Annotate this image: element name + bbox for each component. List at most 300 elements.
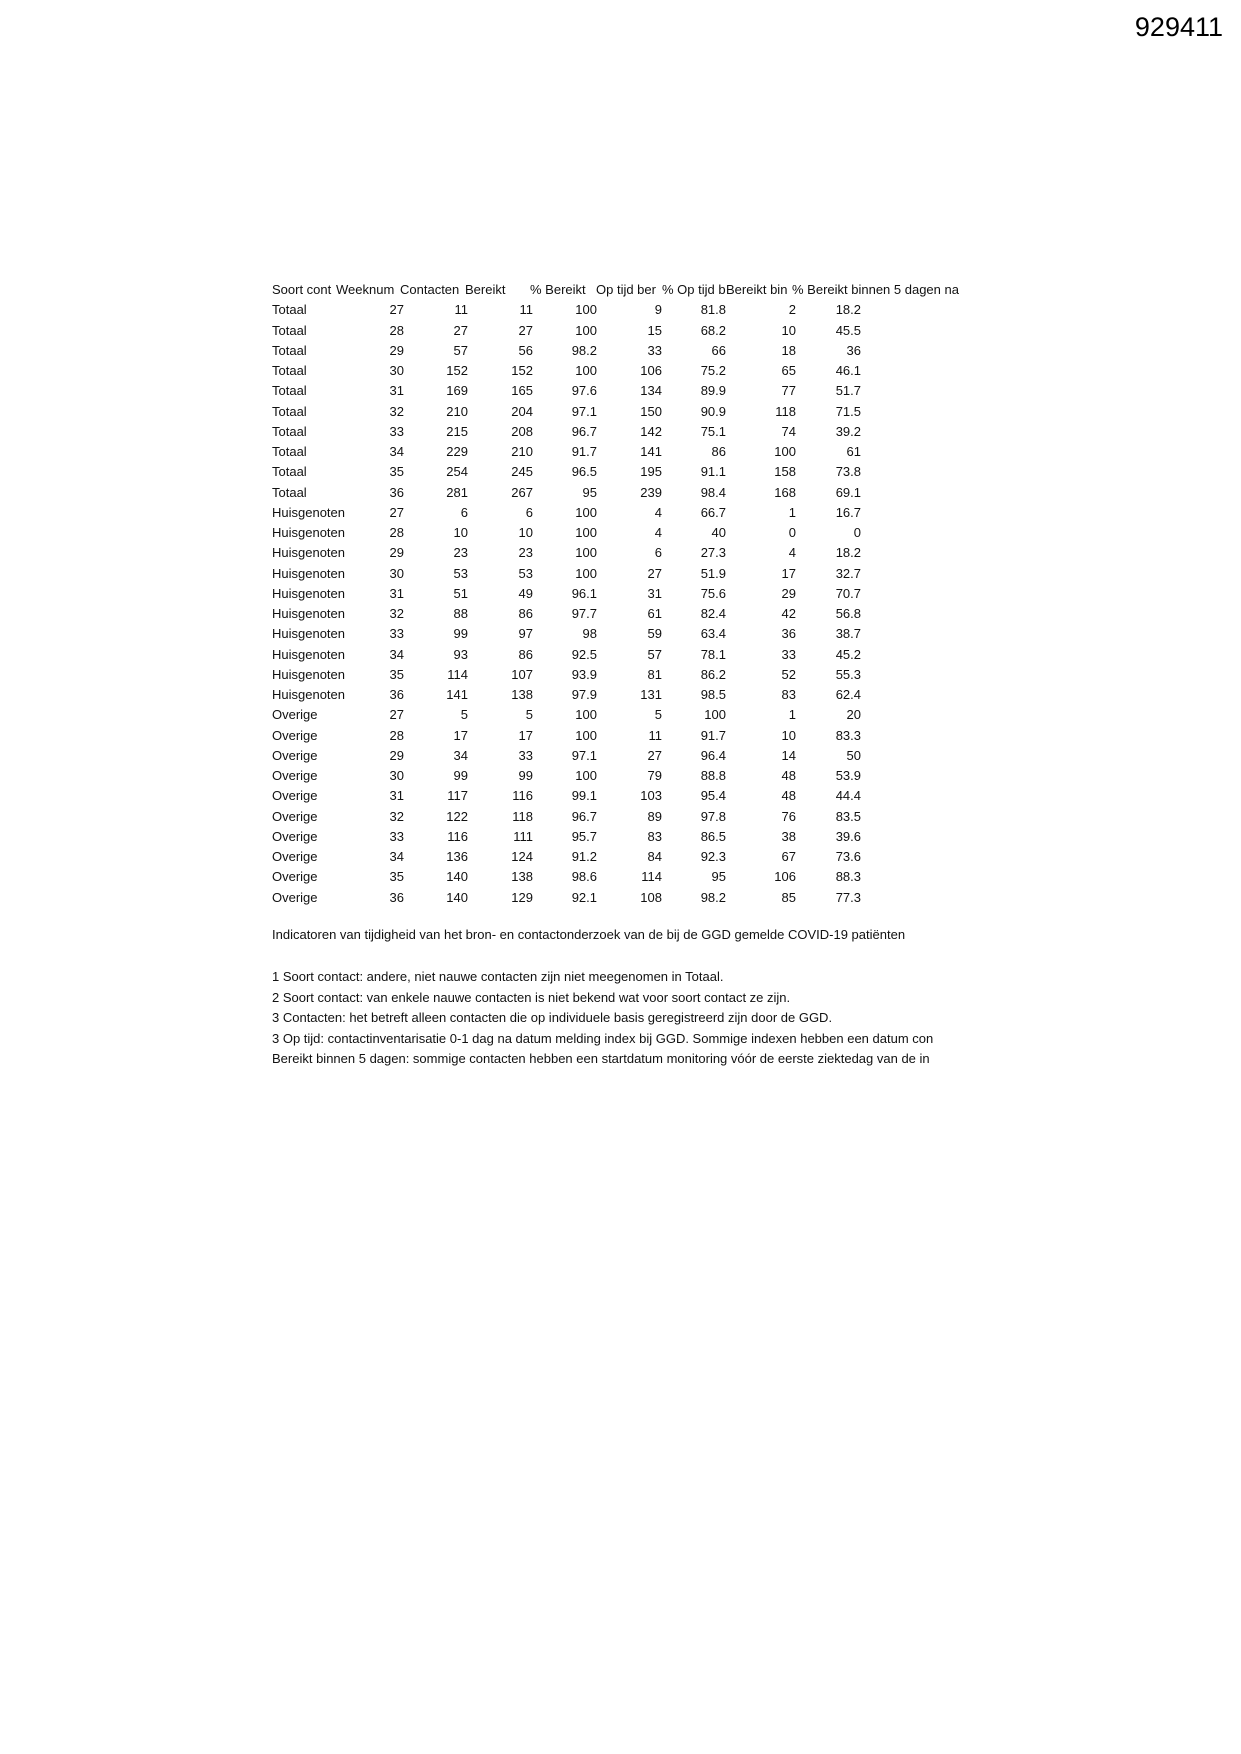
cell-pct-op-tijd: 75.2 <box>700 363 726 378</box>
cell-pct-op-tijd: 75.6 <box>700 585 726 601</box>
cell-pct-bereikt-binnen-5-dagen: 45.2 <box>835 646 861 662</box>
cell-op-tijd-bereikt: 31 <box>647 585 662 601</box>
cell-pct-op-tijd: 86.5 <box>700 828 726 844</box>
header-contacten: Contacten <box>400 282 460 297</box>
table-row <box>272 827 972 847</box>
cell-op-tijd-bereikt: 114 <box>641 869 662 885</box>
cell-pct-bereikt-binnen-5-dagen: 16.7 <box>835 504 861 520</box>
cell-contacten: 99 <box>453 626 468 642</box>
table-body <box>272 300 972 908</box>
cell-contacten: 5 <box>460 707 468 723</box>
cell-bereikt: 23 <box>518 545 533 561</box>
cell-pct-bereikt-binnen-5-dagen: 39.2 <box>835 423 861 439</box>
cell-bereikt-binnen: 76 <box>781 808 796 824</box>
cell-soort-contact: Overige <box>272 707 318 723</box>
cell-op-tijd-bereikt: 108 <box>640 889 662 905</box>
cell-contacten: 88 <box>453 606 468 621</box>
cell-contacten: 116 <box>447 828 468 844</box>
cell-pct-bereikt-binnen-5-dagen: 69.1 <box>835 484 861 500</box>
cell-contacten: 140 <box>446 889 468 905</box>
cell-bereikt: 116 <box>512 788 533 804</box>
cell-pct-op-tijd: 95.4 <box>700 788 726 804</box>
cell-bereikt: 267 <box>511 484 533 500</box>
cell-bereikt-binnen: 1 <box>788 504 796 520</box>
cell-weeknummer: 28 <box>389 525 404 540</box>
cell-bereikt: 208 <box>511 423 533 439</box>
cell-bereikt-binnen: 36 <box>781 626 796 642</box>
cell-pct-bereikt-binnen-5-dagen: 62.4 <box>835 687 861 702</box>
cell-pct-bereikt-binnen-5-dagen: 18.2 <box>835 302 861 318</box>
cell-contacten: 229 <box>446 444 468 459</box>
cell-soort-contact: Totaal <box>272 403 307 419</box>
cell-op-tijd-bereikt: 4 <box>654 525 662 540</box>
cell-pct-op-tijd: 81.8 <box>700 302 726 318</box>
cell-bereikt: 33 <box>518 747 533 763</box>
table-row <box>272 584 972 604</box>
table-header <box>272 280 972 300</box>
document-id: 929411 <box>1134 12 1223 42</box>
cell-bereikt: 17 <box>518 727 533 743</box>
cell-bereikt: 124 <box>511 849 533 864</box>
notes-section <box>272 925 972 1070</box>
cell-soort-contact: Huisgenoten <box>272 525 345 540</box>
cell-weeknummer: 34 <box>389 444 404 459</box>
cell-weeknummer: 33 <box>389 423 404 439</box>
cell-pct-op-tijd: 98.5 <box>700 687 726 702</box>
cell-op-tijd-bereikt: 89 <box>647 808 662 824</box>
cell-soort-contact: Huisgenoten <box>272 606 345 621</box>
cell-contacten: 23 <box>453 545 468 561</box>
cell-pct-bereikt-binnen-5-dagen: 46.1 <box>835 363 861 378</box>
cell-soort-contact: Huisgenoten <box>272 585 345 601</box>
cell-soort-contact: Totaal <box>272 484 307 500</box>
cell-op-tijd-bereikt: 81 <box>647 666 662 682</box>
cell-pct-bereikt: 100 <box>575 545 597 561</box>
cell-pct-bereikt-binnen-5-dagen: 20 <box>846 707 861 723</box>
cell-bereikt: 138 <box>511 869 533 885</box>
cell-pct-bereikt: 97.9 <box>571 687 597 702</box>
cell-soort-contact: Overige <box>272 808 318 824</box>
cell-pct-bereikt: 97.1 <box>571 403 597 419</box>
table-row <box>272 665 972 685</box>
cell-pct-bereikt-binnen-5-dagen: 18.2 <box>835 545 861 561</box>
cell-pct-op-tijd: 100 <box>704 707 726 723</box>
cell-pct-bereikt: 100 <box>575 565 597 581</box>
header-soort-contact: Soort cont <box>272 282 332 297</box>
cell-weeknummer: 28 <box>389 322 404 338</box>
cell-pct-op-tijd: 95 <box>711 869 726 885</box>
table-row <box>272 564 972 584</box>
cell-bereikt: 118 <box>512 808 533 824</box>
cell-pct-bereikt: 100 <box>575 504 597 520</box>
cell-pct-bereikt: 96.5 <box>571 464 597 480</box>
cell-pct-bereikt: 98 <box>582 626 597 642</box>
cell-contacten: 93 <box>453 646 468 662</box>
cell-bereikt-binnen: 18 <box>781 342 796 358</box>
cell-weeknummer: 29 <box>389 342 404 358</box>
cell-pct-op-tijd: 78.1 <box>700 646 726 662</box>
cell-pct-op-tijd: 98.4 <box>700 484 726 500</box>
cell-contacten: 11 <box>454 302 468 318</box>
cell-op-tijd-bereikt: 11 <box>648 727 662 743</box>
cell-contacten: 281 <box>446 484 468 500</box>
cell-bereikt-binnen: 17 <box>781 565 796 581</box>
table-row <box>272 381 972 401</box>
cell-pct-bereikt-binnen-5-dagen: 32.7 <box>835 565 861 581</box>
header-pct-bereikt-binnen-5-dagen: % Bereikt binnen 5 dagen na <box>792 282 959 297</box>
cell-pct-bereikt: 92.1 <box>571 889 597 905</box>
cell-pct-bereikt: 96.7 <box>571 423 597 439</box>
cell-pct-bereikt-binnen-5-dagen: 71.5 <box>835 403 861 419</box>
cell-soort-contact: Huisgenoten <box>272 504 345 520</box>
cell-pct-bereikt-binnen-5-dagen: 50 <box>846 747 861 763</box>
cell-bereikt-binnen: 33 <box>781 646 796 662</box>
cell-weeknummer: 33 <box>389 828 404 844</box>
header-pct-op-tijd: % Op tijd b <box>662 282 726 297</box>
cell-weeknummer: 34 <box>389 849 404 864</box>
cell-bereikt-binnen: 48 <box>781 768 796 783</box>
cell-op-tijd-bereikt: 134 <box>640 383 662 399</box>
cell-weeknummer: 36 <box>389 687 404 702</box>
cell-pct-op-tijd: 66.7 <box>700 504 726 520</box>
cell-pct-bereikt: 100 <box>575 302 597 318</box>
cell-pct-bereikt: 91.7 <box>571 444 597 459</box>
cell-bereikt-binnen: 4 <box>788 545 796 561</box>
cell-contacten: 17 <box>453 727 468 743</box>
cell-pct-op-tijd: 82.4 <box>700 606 726 621</box>
cell-pct-bereikt-binnen-5-dagen: 36 <box>846 342 861 358</box>
cell-weeknummer: 27 <box>389 504 404 520</box>
cell-soort-contact: Huisgenoten <box>272 545 345 561</box>
cell-bereikt: 99 <box>518 768 533 783</box>
cell-soort-contact: Totaal <box>272 363 307 378</box>
cell-contacten: 99 <box>453 768 468 783</box>
cell-bereikt-binnen: 74 <box>781 423 796 439</box>
table-row <box>272 888 972 908</box>
cell-op-tijd-bereikt: 195 <box>640 464 662 480</box>
cell-pct-bereikt-binnen-5-dagen: 45.5 <box>835 322 861 338</box>
table-row <box>272 705 972 725</box>
cell-weeknummer: 29 <box>389 747 404 763</box>
cell-op-tijd-bereikt: 150 <box>640 403 662 419</box>
cell-contacten: 57 <box>453 342 468 358</box>
table-row <box>272 442 972 462</box>
table-row <box>272 402 972 422</box>
cell-pct-bereikt: 96.1 <box>571 585 597 601</box>
cell-bereikt-binnen: 83 <box>781 687 796 702</box>
cell-bereikt: 6 <box>525 504 533 520</box>
cell-soort-contact: Huisgenoten <box>272 687 345 702</box>
cell-bereikt-binnen: 10 <box>781 322 796 338</box>
cell-pct-bereikt: 97.1 <box>571 747 597 763</box>
cell-soort-contact: Totaal <box>272 322 307 338</box>
cell-pct-op-tijd: 63.4 <box>700 626 726 642</box>
cell-weeknummer: 27 <box>389 707 404 723</box>
cell-op-tijd-bereikt: 131 <box>640 687 662 702</box>
cell-bereikt-binnen: 29 <box>781 585 796 601</box>
cell-pct-bereikt-binnen-5-dagen: 88.3 <box>835 869 861 885</box>
cell-op-tijd-bereikt: 6 <box>654 545 662 561</box>
cell-contacten: 6 <box>460 504 468 520</box>
table-row <box>272 361 972 381</box>
cell-contacten: 10 <box>453 525 468 540</box>
table-row <box>272 746 972 766</box>
cell-pct-bereikt: 97.6 <box>571 383 597 399</box>
table-row <box>272 321 972 341</box>
table-row <box>272 341 972 361</box>
cell-weeknummer: 34 <box>389 646 404 662</box>
cell-bereikt-binnen: 77 <box>781 383 796 399</box>
cell-pct-bereikt-binnen-5-dagen: 70.7 <box>835 585 861 601</box>
cell-soort-contact: Overige <box>272 747 318 763</box>
cell-bereikt: 86 <box>518 606 533 621</box>
cell-weeknummer: 32 <box>389 606 404 621</box>
table-row <box>272 503 972 523</box>
cell-pct-bereikt: 95.7 <box>571 828 597 844</box>
cell-op-tijd-bereikt: 33 <box>647 342 662 358</box>
cell-pct-op-tijd: 98.2 <box>700 889 726 905</box>
cell-bereikt: 53 <box>518 565 533 581</box>
cell-pct-bereikt: 93.9 <box>571 666 597 682</box>
cell-pct-bereikt: 98.2 <box>571 342 597 358</box>
cell-pct-bereikt: 96.7 <box>571 808 597 824</box>
cell-bereikt-binnen: 65 <box>781 363 796 378</box>
cell-weeknummer: 33 <box>389 626 404 642</box>
cell-bereikt: 138 <box>511 687 533 702</box>
data-table <box>272 280 972 908</box>
cell-bereikt-binnen: 38 <box>781 828 796 844</box>
cell-bereikt: 111 <box>513 828 533 844</box>
cell-contacten: 122 <box>446 808 468 824</box>
cell-soort-contact: Overige <box>272 889 318 905</box>
cell-weeknummer: 35 <box>389 666 404 682</box>
table-row <box>272 645 972 665</box>
cell-op-tijd-bereikt: 141 <box>640 444 662 459</box>
cell-contacten: 34 <box>453 747 468 763</box>
cell-pct-bereikt: 100 <box>575 322 597 338</box>
cell-op-tijd-bereikt: 79 <box>647 768 662 783</box>
cell-op-tijd-bereikt: 84 <box>647 849 662 864</box>
cell-weeknummer: 35 <box>389 464 404 480</box>
cell-weeknummer: 30 <box>389 363 404 378</box>
table-row <box>272 786 972 806</box>
cell-bereikt-binnen: 158 <box>774 464 796 480</box>
footnote: 1 Soort contact: andere, niet nauwe contacten zijn niet meegenomen in Totaal. <box>272 969 724 984</box>
cell-pct-op-tijd: 97.8 <box>700 808 726 824</box>
cell-bereikt-binnen: 100 <box>774 444 796 459</box>
cell-bereikt: 97 <box>518 626 533 642</box>
cell-op-tijd-bereikt: 9 <box>654 302 662 318</box>
cell-contacten: 53 <box>453 565 468 581</box>
cell-bereikt-binnen: 106 <box>774 869 796 885</box>
cell-contacten: 169 <box>446 383 468 399</box>
cell-bereikt: 152 <box>511 363 533 378</box>
cell-bereikt-binnen: 118 <box>775 403 796 419</box>
cell-bereikt-binnen: 85 <box>781 889 796 905</box>
cell-pct-op-tijd: 40 <box>711 525 726 540</box>
cell-weeknummer: 30 <box>389 768 404 783</box>
header-bereikt-binnen: Bereikt bin <box>726 282 788 297</box>
footnote: 2 Soort contact: van enkele nauwe contacten is niet bekend wat voor soort contact ze zijn. <box>272 989 791 1005</box>
cell-pct-bereikt-binnen-5-dagen: 83.3 <box>835 727 861 743</box>
cell-pct-op-tijd: 91.1 <box>700 464 726 480</box>
cell-bereikt: 56 <box>518 342 533 358</box>
header-pct-bereikt: % Bereikt <box>530 282 586 297</box>
cell-pct-bereikt-binnen-5-dagen: 73.6 <box>835 849 861 864</box>
cell-soort-contact: Overige <box>272 788 318 804</box>
cell-pct-op-tijd: 51.9 <box>700 565 726 581</box>
cell-pct-op-tijd: 89.9 <box>700 383 726 399</box>
cell-bereikt-binnen: 52 <box>781 666 796 682</box>
cell-contacten: 140 <box>446 869 468 885</box>
cell-op-tijd-bereikt: 27 <box>647 565 662 581</box>
cell-bereikt: 5 <box>525 707 533 723</box>
cell-contacten: 51 <box>453 585 468 601</box>
table-row <box>272 422 972 442</box>
cell-pct-bereikt: 91.2 <box>571 849 597 864</box>
cell-pct-bereikt: 95 <box>582 484 597 500</box>
header-weeknummer: Weeknum <box>336 282 395 297</box>
cell-pct-op-tijd: 86 <box>711 444 726 459</box>
cell-soort-contact: Overige <box>272 727 318 743</box>
table-row <box>272 726 972 746</box>
cell-bereikt-binnen: 0 <box>788 525 796 540</box>
table-row <box>272 847 972 867</box>
cell-pct-bereikt: 99.1 <box>571 788 597 804</box>
table-row <box>272 807 972 827</box>
cell-soort-contact: Overige <box>272 768 318 783</box>
cell-bereikt-binnen: 168 <box>774 484 796 500</box>
cell-pct-op-tijd: 27.3 <box>700 545 726 561</box>
cell-contacten: 27 <box>453 322 468 338</box>
table-row <box>272 604 972 624</box>
cell-pct-bereikt: 98.6 <box>571 869 597 885</box>
cell-weeknummer: 35 <box>389 869 404 885</box>
cell-pct-bereikt: 100 <box>575 727 597 743</box>
cell-pct-bereikt-binnen-5-dagen: 55.3 <box>835 666 861 682</box>
cell-bereikt: 11 <box>519 302 533 318</box>
cell-pct-bereikt-binnen-5-dagen: 77.3 <box>835 889 861 905</box>
table-row <box>272 300 972 320</box>
cell-contacten: 136 <box>446 849 468 864</box>
table-row <box>272 867 972 887</box>
cell-soort-contact: Overige <box>272 828 318 844</box>
cell-bereikt-binnen: 48 <box>781 788 796 804</box>
cell-bereikt-binnen: 42 <box>781 606 796 621</box>
table-row <box>272 766 972 786</box>
table-row <box>272 543 972 563</box>
cell-contacten: 117 <box>447 788 468 804</box>
cell-pct-bereikt: 100 <box>575 768 597 783</box>
cell-pct-op-tijd: 88.8 <box>700 768 726 783</box>
cell-soort-contact: Totaal <box>272 302 307 318</box>
cell-soort-contact: Huisgenoten <box>272 565 345 581</box>
header-op-tijd-bereikt: Op tijd ber <box>596 282 656 297</box>
cell-pct-bereikt-binnen-5-dagen: 38.7 <box>835 626 861 642</box>
table-row <box>272 483 972 503</box>
cell-contacten: 210 <box>446 403 468 419</box>
cell-contacten: 254 <box>446 464 468 480</box>
cell-pct-bereikt: 100 <box>575 525 597 540</box>
cell-pct-op-tijd: 92.3 <box>700 849 726 864</box>
cell-bereikt: 210 <box>511 444 533 459</box>
cell-pct-op-tijd: 86.2 <box>700 666 726 682</box>
cell-soort-contact: Huisgenoten <box>272 646 345 662</box>
cell-op-tijd-bereikt: 27 <box>647 747 662 763</box>
cell-soort-contact: Totaal <box>272 383 307 399</box>
cell-pct-op-tijd: 96.4 <box>700 747 726 763</box>
cell-weeknummer: 31 <box>389 788 404 804</box>
cell-pct-bereikt-binnen-5-dagen: 39.6 <box>835 828 861 844</box>
cell-pct-op-tijd: 66 <box>711 342 726 358</box>
cell-pct-op-tijd: 68.2 <box>700 322 726 338</box>
cell-weeknummer: 30 <box>389 565 404 581</box>
cell-soort-contact: Totaal <box>272 444 307 459</box>
cell-pct-bereikt-binnen-5-dagen: 53.9 <box>835 768 861 783</box>
cell-pct-bereikt: 97.7 <box>571 606 597 621</box>
cell-pct-bereikt-binnen-5-dagen: 56.8 <box>835 606 861 621</box>
cell-soort-contact: Overige <box>272 869 318 885</box>
cell-soort-contact: Huisgenoten <box>272 626 345 642</box>
cell-bereikt: 10 <box>518 525 533 540</box>
cell-weeknummer: 32 <box>389 403 404 419</box>
cell-pct-bereikt: 100 <box>575 363 597 378</box>
cell-bereikt-binnen: 2 <box>788 302 796 318</box>
cell-pct-op-tijd: 75.1 <box>700 423 726 439</box>
cell-pct-op-tijd: 91.7 <box>700 727 726 743</box>
table-row <box>272 523 972 543</box>
table-row <box>272 462 972 482</box>
cell-bereikt: 27 <box>518 322 533 338</box>
cell-pct-bereikt-binnen-5-dagen: 83.5 <box>835 808 861 824</box>
cell-weeknummer: 36 <box>389 889 404 905</box>
cell-op-tijd-bereikt: 57 <box>647 646 662 662</box>
footnote: 3 Contacten: het betreft alleen contacten die op individuele basis geregistreerd zijn door de GGD. <box>272 1010 833 1025</box>
cell-pct-bereikt-binnen-5-dagen: 61 <box>846 444 861 459</box>
cell-soort-contact: Huisgenoten <box>272 666 345 682</box>
cell-weeknummer: 31 <box>389 383 404 399</box>
cell-contacten: 152 <box>446 363 468 378</box>
cell-pct-bereikt-binnen-5-dagen: 51.7 <box>835 383 861 399</box>
cell-bereikt: 107 <box>511 666 533 682</box>
cell-soort-contact: Totaal <box>272 342 307 358</box>
footnote: Bereikt binnen 5 dagen: sommige contacten hebben een startdatum monitoring vóór de eerste ziektedag van de in <box>272 1051 930 1066</box>
cell-op-tijd-bereikt: 83 <box>647 828 662 844</box>
cell-contacten: 215 <box>446 423 468 439</box>
cell-op-tijd-bereikt: 61 <box>647 606 662 621</box>
table-row <box>272 685 972 705</box>
footnote: 3 Op tijd: contactinventarisatie 0-1 dag na datum melding index bij GGD. Sommige indexen hebben een datum con <box>272 1030 934 1046</box>
cell-pct-bereikt-binnen-5-dagen: 73.8 <box>835 464 861 480</box>
cell-pct-bereikt: 92.5 <box>571 646 597 662</box>
cell-bereikt: 204 <box>511 403 533 419</box>
cell-op-tijd-bereikt: 106 <box>640 363 662 378</box>
cell-weeknummer: 28 <box>389 727 404 743</box>
cell-op-tijd-bereikt: 15 <box>647 322 662 338</box>
cell-op-tijd-bereikt: 142 <box>640 423 662 439</box>
cell-contacten: 141 <box>446 687 468 702</box>
cell-bereikt-binnen: 67 <box>781 849 796 864</box>
cell-soort-contact: Overige <box>272 849 318 864</box>
cell-bereikt: 129 <box>511 889 533 905</box>
cell-op-tijd-bereikt: 5 <box>654 707 662 723</box>
cell-pct-bereikt-binnen-5-dagen: 0 <box>853 525 861 540</box>
table-caption: Indicatoren van tijdigheid van het bron- en contactonderzoek van de bij de GGD gemelde COVID-19 patiënten <box>272 927 906 942</box>
cell-weeknummer: 36 <box>389 484 404 500</box>
table-row <box>272 624 972 644</box>
cell-weeknummer: 31 <box>389 585 404 601</box>
cell-op-tijd-bereikt: 103 <box>640 788 662 804</box>
